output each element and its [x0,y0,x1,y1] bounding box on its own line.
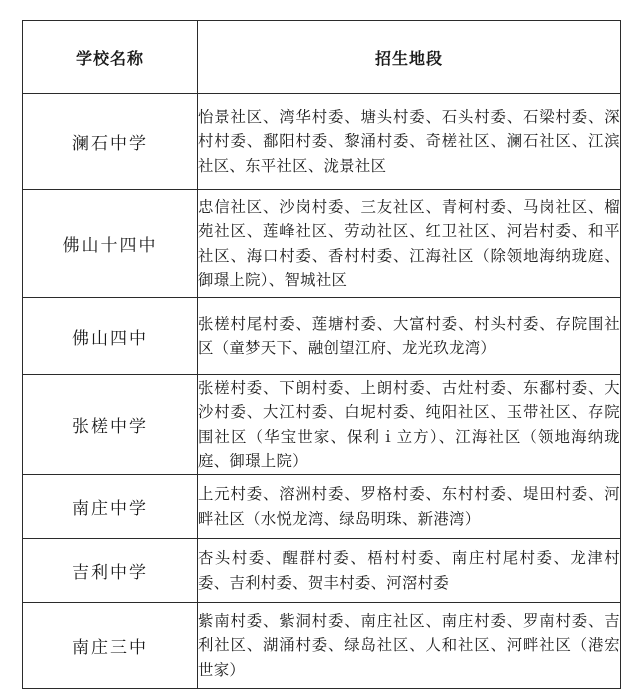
table-row [23,539,621,603]
enrollment-area-cell: 怡景社区、湾华村委、塘头村委、石头村委、石梁村委、深村村委、鄱阳村委、黎涌村委、奇槎社区、澜石社区、江滨社区、东平社区、泷景社区 [198,94,621,190]
enrollment-zone-table [22,20,621,689]
table-row [23,375,621,475]
enrollment-area-cell: 张槎村委、下朗村委、上朗村委、古灶村委、东鄱村委、大沙村委、大江村委、白坭村委、纯阳社区、玉带社区、存院围社区（华宝世家、保利ｉ立方）、江海社区（领地海纳珑庭、御璟上院） [198,375,621,475]
header-enrollment-area: 招生地段 [198,21,621,94]
table-row [23,190,621,298]
enrollment-area-cell: 杏头村委、醒群村委、梧村村委、南庄村尾村委、龙津村委、吉利村委、贺丰村委、河滘村委 [198,539,621,603]
school-name-cell: 佛山十四中 [23,190,198,298]
table-row [23,298,621,375]
school-name-cell: 南庄中学 [23,475,198,539]
school-name-cell: 吉利中学 [23,539,198,603]
school-name-cell: 澜石中学 [23,94,198,190]
table-row [23,94,621,190]
table-header-row [23,21,621,94]
table-row [23,603,621,689]
enrollment-area-cell: 忠信社区、沙岗村委、三友社区、青柯村委、马岗社区、榴苑社区、莲峰社区、劳动社区、红卫社区、河岩村委、和平社区、海口村委、香村村委、江海社区（除领地海纳珑庭、御璟上院）、智城社区 [198,190,621,298]
school-name-cell: 南庄三中 [23,603,198,689]
enrollment-zone-document [22,20,620,689]
table-row [23,475,621,539]
enrollment-area-cell: 紫南村委、紫洞村委、南庄社区、南庄村委、罗南村委、吉利社区、湖涌村委、绿岛社区、人和社区、河畔社区（港宏世家） [198,603,621,689]
header-school-name: 学校名称 [23,21,198,94]
enrollment-area-cell: 张槎村尾村委、莲塘村委、大富村委、村头村委、存院围社区（童梦天下、融创望江府、龙光玖龙湾） [198,298,621,375]
school-name-cell: 张槎中学 [23,375,198,475]
enrollment-area-cell: 上元村委、溶洲村委、罗格村委、东村村委、堤田村委、河畔社区（水悦龙湾、绿岛明珠、新港湾） [198,475,621,539]
school-name-cell: 佛山四中 [23,298,198,375]
